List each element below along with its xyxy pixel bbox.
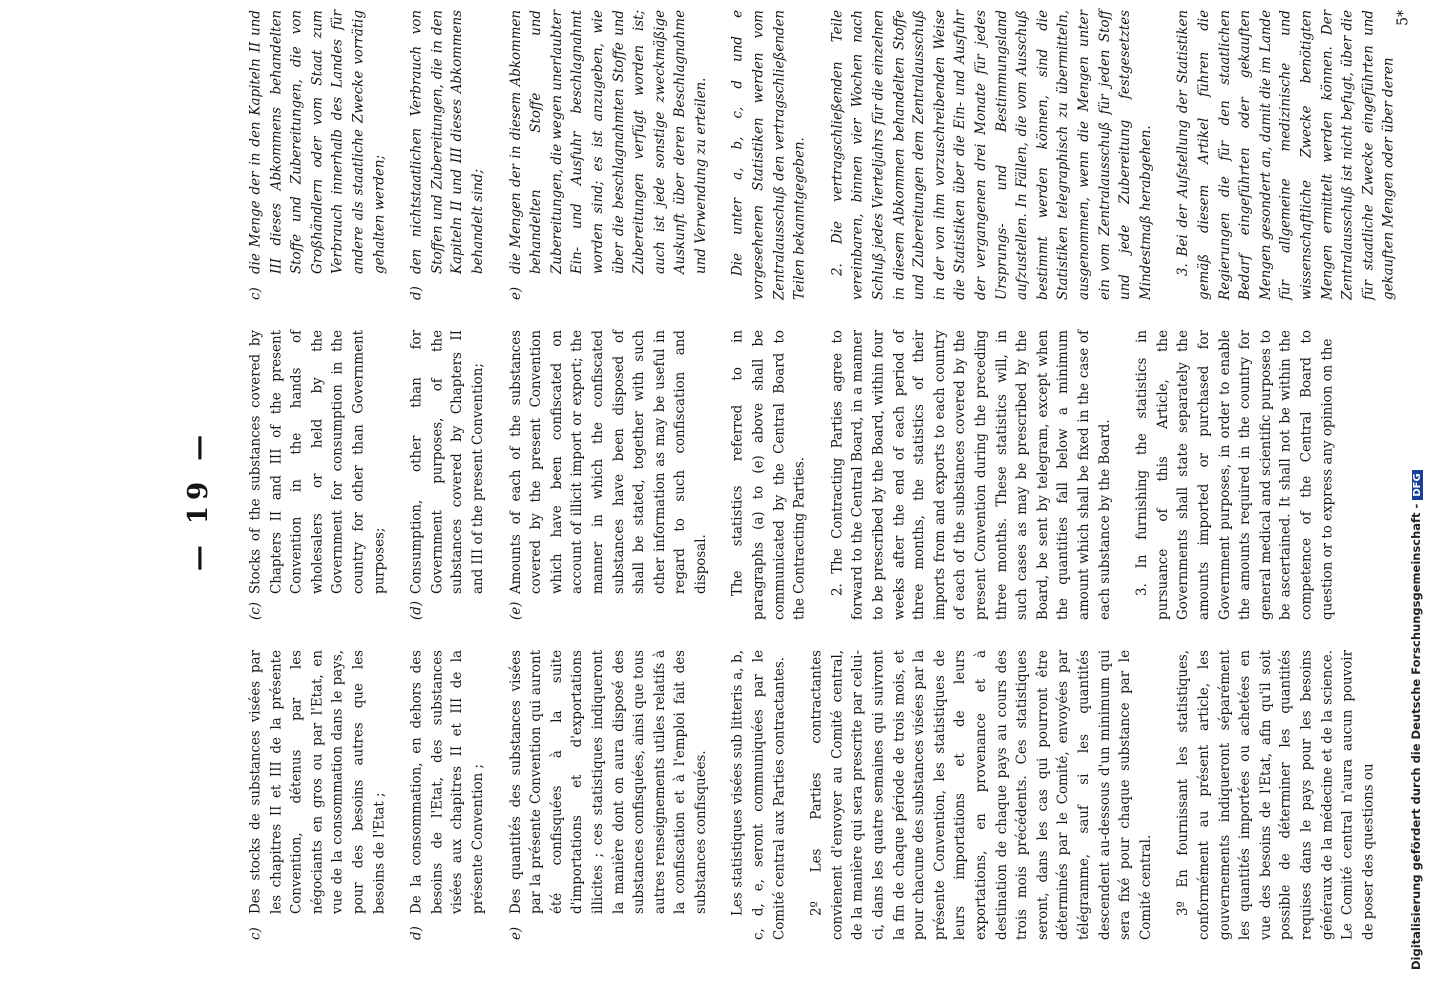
item-label: (d) — [408, 600, 425, 620]
item-label: d) — [408, 286, 425, 300]
english-column — [246, 330, 1355, 620]
german-paragraph: Die unter a, b, c, d und e vorgesehenen Statistiken werden vom Zentralausschuß den vertragschließenden Teilen bekanntgegeben. — [730, 10, 809, 300]
item-label: (c) — [248, 602, 264, 620]
item-text: Des stocks de substances visées par les chapitres II et III de la présente Convention, détenus par les négociants en gros ou par l'Etat, en vue de la consommation dans le pays, pour des besoins autres que les besoins de l'Etat ; — [248, 650, 388, 914]
credit-label: Digitalisierung gefördert durch die Deutsche Forschungsgemeinschaft - — [1409, 503, 1423, 970]
item-text: den nichtstaatlichen Verbrauch von Stoffen und Zubereitungen, die in den Kapiteln II und III dieses Abkommens behandelt sind; — [408, 10, 487, 274]
german-item-c — [246, 10, 390, 300]
page-number: — 19 — — [183, 428, 215, 572]
french-paragraph: 3º En fournissant les statistiques, conformément au présent article, les gouvernements indiqueront séparément les quantités importées ou achetées en vue des besoins de l'Etat, afin qu'il soit possible de déterminer les quantités requises dans le pays pour les besoins généraux de la médecine et de la science. Le Comité central n'aura aucun pouvoir de poser des questions ou — [1175, 650, 1377, 940]
german-item-e — [506, 10, 712, 300]
item-label: e) — [508, 286, 524, 300]
french-paragraph: Les statistiques visées sub litteris a, b, c, d, e, seront communiquées par le Comité central aux Parties contractantes. — [730, 650, 788, 940]
french-column — [246, 650, 1396, 940]
digitization-credit — [1405, 0, 1434, 1000]
item-text: die Menge der in den Kapiteln II und III dieses Abkommens behandelten Stoffe und Zubereitungen, die von Großhändlern oder vom Staat zum Verbrauch innerhalb des Landes für andere als staatliche Zwecke vorrätig gehalten werden; — [248, 10, 388, 274]
item-text: Des quantités des substances visées par la présente Convention qui auront été confisquées à la suite d'importations et d'exportations illicites ; ces statistiques indiqueront la manière dont on aura disposé des substances confisquées, ainsi que tous autres renseignements utiles relatifs à la confiscation et à l'emploi fait des substances confisquées. — [508, 650, 709, 914]
english-item-e — [506, 330, 712, 620]
credit-text — [1409, 470, 1423, 970]
dfg-logo: DFG — [1412, 470, 1423, 499]
english-paragraph: 2. The Contracting Parties agree to forward to the Central Board, in a manner to be prescribed by the Board, within four weeks after the end of each period of three months, the statistics of their imports from and exports to each country of each of the substances covered by the present Convention during the preceding three months. These statistics will, in such cases as may be prescribed by the Board, be sent by telegram, except when the quantities fall below a minimum amount which shall be fixed in the case of each substance by the Board. — [829, 330, 1113, 620]
item-label: (e) — [508, 601, 524, 620]
signature-mark: 5* — [1394, 10, 1412, 26]
item-text: Consumption, other than for Government purposes, of the substances covered by Chapters II and III of the present Convention; — [408, 330, 487, 594]
item-text: De la consommation, en dehors des besoins de l'Etat, des substances visées aux chapitres II et III de la présente Convention ; — [408, 650, 487, 914]
french-item-e — [506, 650, 712, 940]
english-item-c — [246, 330, 390, 620]
english-paragraph: The statistics referred to in paragraphs (a) to (e) above shall be communicated by the Central Board to the Contracting Parties. — [730, 330, 809, 620]
german-paragraph: 3. Bei der Aufstellung der Statistiken gemäß diesem Artikel führen die Regierungen die für den staatlichen Bedarf eingeführten oder gekauften Mengen gesondert an, damit die im Lande für allgemeine medizinische und wissenschaftliche Zwecke benötigten Mengen ermittelt werden können. Der Zentralausschuß ist nicht befugt, über die für staatliche Zwecke eingeführten und gekauften Mengen oder über deren — [1175, 10, 1398, 300]
german-column — [246, 10, 1417, 300]
french-item-d — [407, 650, 489, 940]
english-item-d — [407, 330, 489, 620]
item-label: c) — [248, 287, 264, 300]
german-item-d — [407, 10, 489, 300]
item-label: d) — [408, 926, 425, 940]
document-page — [120, 0, 1434, 1000]
english-paragraph: 3. In furnishing the statistics in pursuance of this Article, the Governments shall state separately the amounts imported or purchased for Government purposes, in order to enable the amounts required in the country for general medical and scientific purposes to be ascertained. It shall not be within the competence of the Central Board to question or to express any opinion on the — [1134, 330, 1336, 620]
item-text: Amounts of each of the substances covered by the present Convention which have been confiscated on account of illicit import or export; the manner in which the confiscated substances have been disposed of shall be stated, together with such other information as may be useful in regard to such confiscation and disposal. — [508, 330, 709, 594]
item-text: die Mengen der in diesem Abkommen behandelten Stoffe und Zubereitungen, die wegen unerlaubter Ein- und Ausfuhr beschlagnahmt worden sind; es ist anzugeben, wie über die beschlagnahmten Stoffe und Zubereitungen verfügt worden ist; auch ist jede sonstige zweckmäßige Auskunft über deren Beschlagnahme und Verwendung zu erteilen. — [508, 10, 709, 274]
item-label: c) — [248, 927, 264, 940]
german-paragraph: 2. Die vertragschließenden Teile vereinbaren, binnen vier Wochen nach Schluß jedes Vierteljahrs für die einzelnen in diesem Abkommen behandelten Stoffe und Zubereitungen dem Zentralausschuß in der von ihm vorzuschreibenden Weise die Statistiken über die Ein- und Ausfuhr der vergangenen drei Monate für jedes Ursprungs- und Bestimmungsland aufzustellen. In Fällen, die vom Ausschuß bestimmt werden können, sind die Statistiken telegraphisch zu übermitteln, ausgenommen, wenn die Mengen unter ein vom Zentralausschuß für jeden Stoff und jede Zubereitung festgesetztes Mindestmaß herabgehen. — [829, 10, 1154, 300]
item-label: e) — [508, 926, 524, 940]
french-item-c — [246, 650, 390, 940]
french-paragraph: 2º Les Parties contractantes convienent d'envoyer au Comité central, de la manière qui sera prescrite par celui-ci, dans les quatre semaines qui suivront la fin de chaque période de trois mois, et pour chacune des substances visées par la présente Convention, les statistiques de leurs importations et de leurs exportations, en provenance et à destination de chaque pays au cours des trois mois précédents. Ces statistiques seront, dans les cas qui pourront être déterminés par le Comité, envoyées par télégramme, sauf si les quantités descendent au-dessous d'un minimum qui sera fixé pour chaque substance par le Comité central. — [809, 650, 1154, 940]
item-text: Stocks of the substances covered by Chapters II and III of the present Convention in the hands of wholesalers or held by the Government for consumption in the country for other than Government purposes; — [248, 330, 388, 594]
